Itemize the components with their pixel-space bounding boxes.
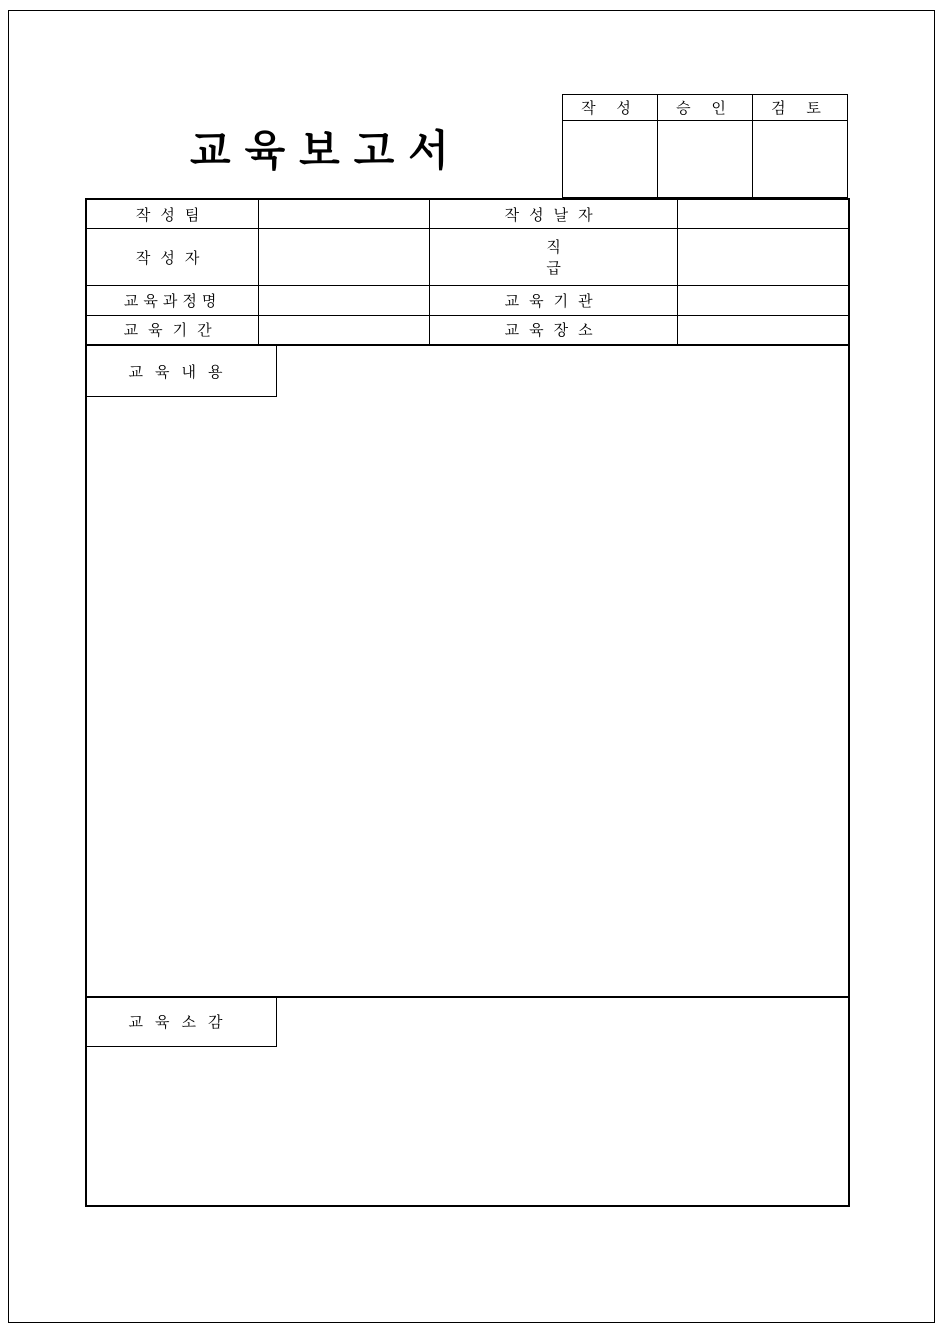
- content-label: 교육내용: [87, 346, 277, 397]
- value-author[interactable]: [259, 229, 430, 286]
- opinion-label: 교육소감: [87, 996, 277, 1047]
- approval-header-author: 작 성: [563, 95, 658, 121]
- approval-sign-approve[interactable]: [658, 121, 753, 198]
- value-team[interactable]: [259, 200, 430, 229]
- approval-header-review: 검 토: [753, 95, 848, 121]
- label-date: 작성날자: [429, 200, 678, 229]
- label-rank: 직 급: [429, 229, 678, 286]
- label-author: 작성자: [87, 229, 259, 286]
- document-title: 교육보고서: [190, 126, 463, 175]
- value-period[interactable]: [259, 315, 430, 344]
- label-location: 교육장소: [429, 315, 678, 344]
- value-rank[interactable]: [678, 229, 848, 286]
- approval-table: [562, 94, 848, 198]
- approval-header-approve: 승 인: [658, 95, 753, 121]
- approval-sign-author[interactable]: [563, 121, 658, 198]
- content-section[interactable]: [85, 346, 850, 998]
- value-institution[interactable]: [678, 286, 848, 315]
- label-period: 교육기간: [87, 315, 259, 344]
- approval-sign-review[interactable]: [753, 121, 848, 198]
- info-table: [85, 198, 850, 346]
- label-course: 교육과정명: [87, 286, 259, 315]
- value-date[interactable]: [678, 200, 848, 229]
- opinion-section[interactable]: [85, 996, 850, 1207]
- label-institution: 교육기관: [429, 286, 678, 315]
- label-team: 작성팀: [87, 200, 259, 229]
- value-course[interactable]: [259, 286, 430, 315]
- value-location[interactable]: [678, 315, 848, 344]
